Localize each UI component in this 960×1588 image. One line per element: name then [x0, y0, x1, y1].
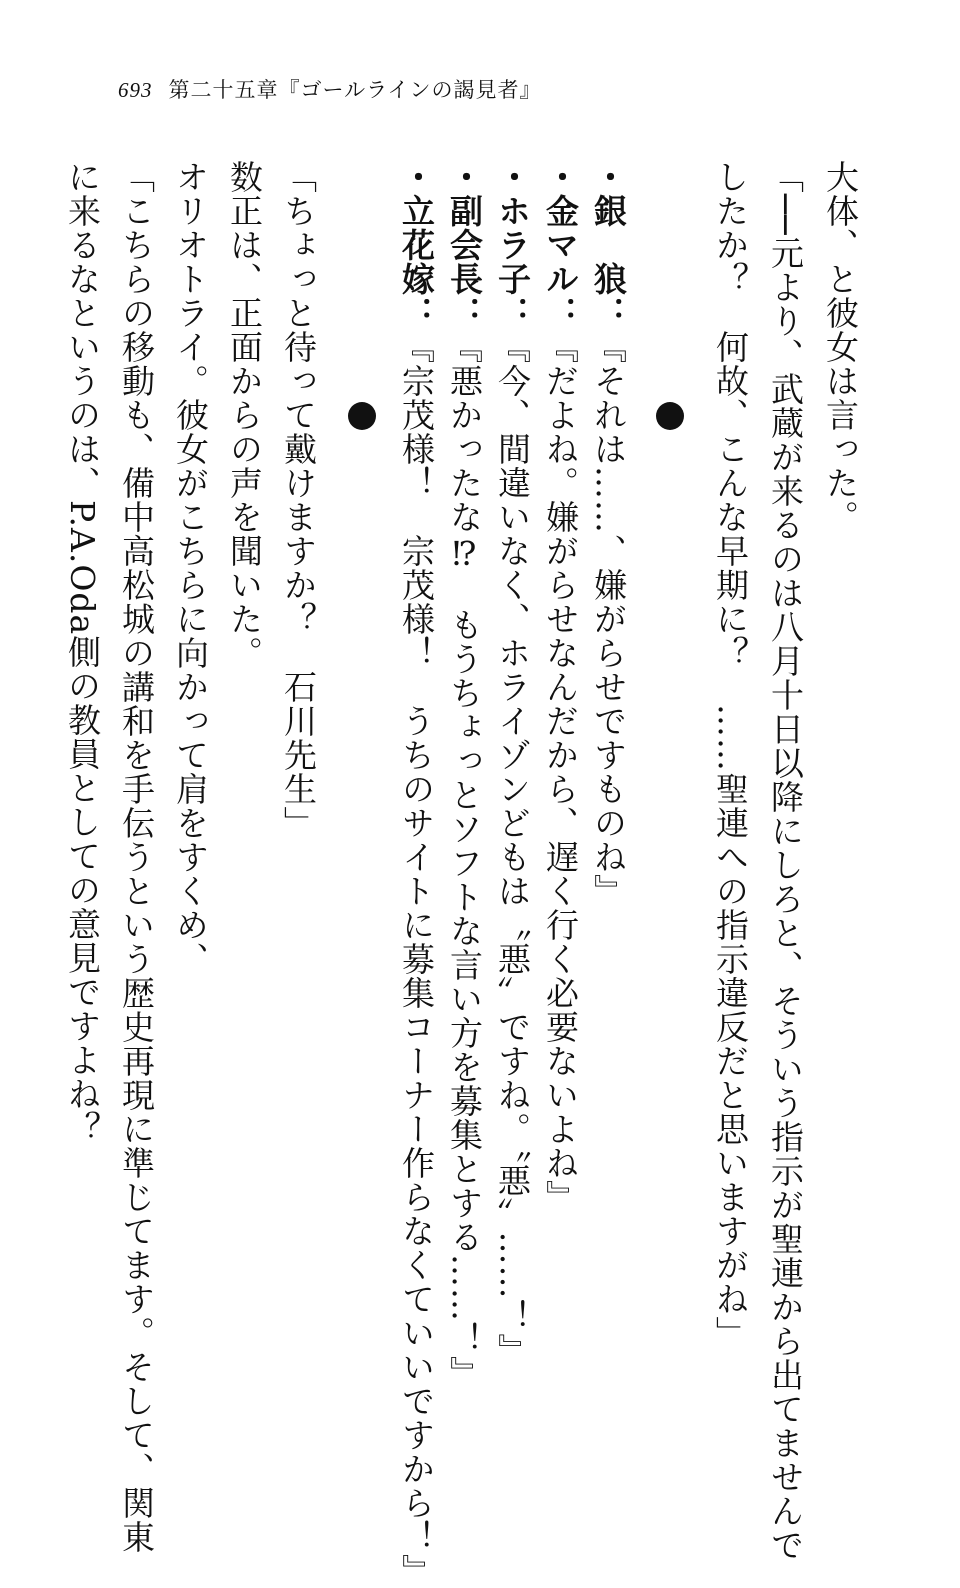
chat-separator: ：	[589, 296, 628, 330]
chat-text: 『だよね。嫌がらせなんだから、遅く行く必要ないよね』	[541, 330, 580, 1214]
page-number: 693	[118, 78, 153, 102]
section-break-dot	[348, 402, 376, 430]
chat-text: 『今、間違いなく、ホライゾンどもは〝悪〟ですね。〝悪〟……！』	[493, 330, 532, 1368]
text-column: に来るなというのは、P.A.Oda側の教員としての意見ですよね？	[63, 160, 102, 1146]
text-column: 「ちょっと待って戴けますか？ 石川先生」	[279, 160, 318, 840]
chat-line	[442, 160, 486, 1390]
chat-line	[538, 160, 582, 1340]
text-column: 「──元より、武蔵が来るのは八月十日以降にしろと、そういう指示が聖連から出てませんで	[766, 160, 805, 1562]
text-column: 数正は、正面からの声を聞いた。	[225, 160, 264, 670]
chapter-title: 第二十五章『ゴールラインの謁見者』	[168, 78, 542, 102]
text-column: オリオトライ。彼女がこちらに向かって肩をすくめ、	[171, 160, 210, 976]
chat-speaker: ・金マル	[541, 160, 580, 296]
chat-separator: ：	[445, 296, 484, 330]
chat-line	[394, 160, 438, 1588]
chat-line	[586, 160, 630, 1340]
text-column: 「こちらの移動も、備中高松城の講和を手伝うという歴史再現に準じてます。そして、関東	[117, 160, 156, 1554]
chat-speaker: ・ホラ子	[493, 160, 532, 296]
chat-line	[490, 160, 534, 1368]
chat-separator: ：	[541, 296, 580, 330]
text-column: したか？ 何故、こんな早期に？ ……聖連への指示違反だと思いますがね」	[711, 160, 750, 1350]
text-column: 大体、と彼女は言った。	[821, 160, 860, 534]
chat-separator: ：	[397, 296, 436, 330]
chat-speaker: ・副会長	[445, 160, 484, 296]
chat-separator: ：	[493, 296, 532, 330]
chat-text: 『悪かったな⁉ もうちょっとソフトな言い方を募集とする……！』	[445, 330, 484, 1390]
running-header	[118, 74, 541, 104]
chat-text: 『それは……、嫌がらせですものね』	[589, 330, 628, 908]
section-break-dot	[656, 402, 684, 430]
chat-speaker: ・立花嫁	[397, 160, 436, 296]
chat-speaker: ・銀 狼	[589, 160, 628, 296]
chat-text: 『宗茂様！ 宗茂様！ うちのサイトに募集コーナー作らなくていいですから！』	[397, 330, 436, 1588]
